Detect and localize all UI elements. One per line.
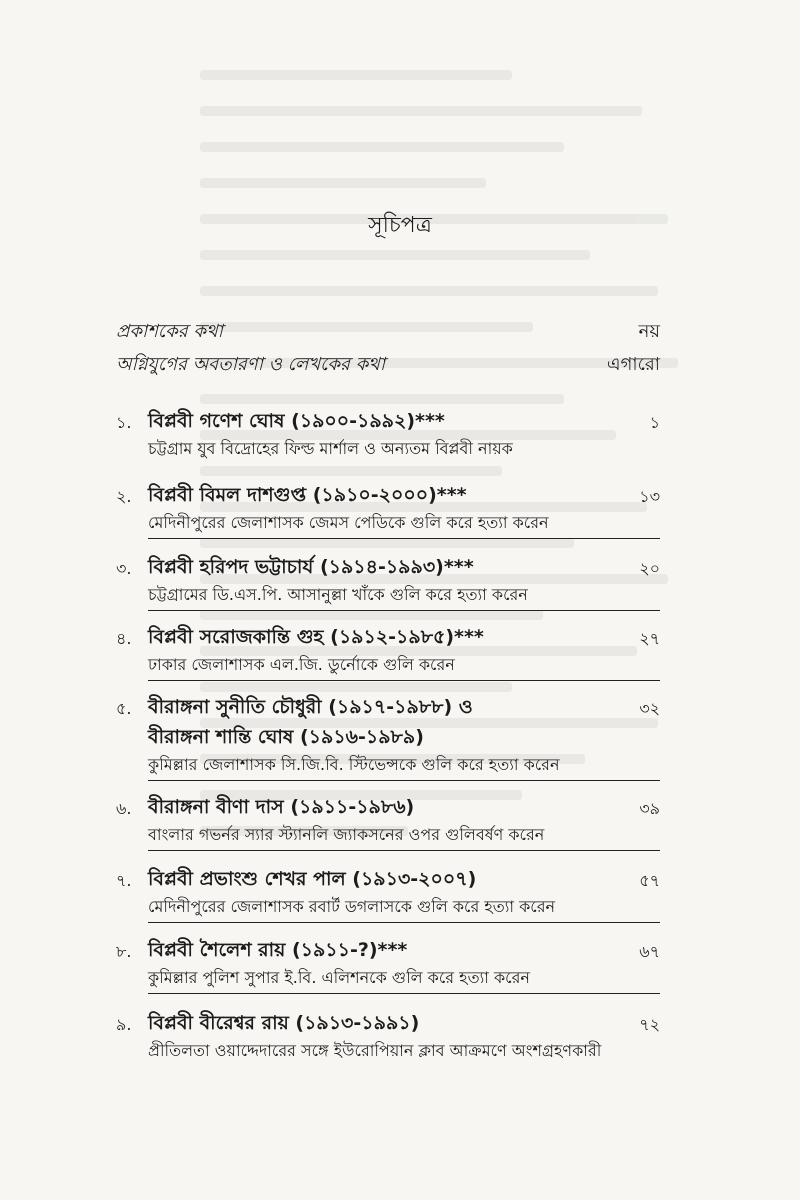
toc-entry [116,552,660,611]
toc-entry [116,622,660,681]
entry-page: ৫৭ [639,871,660,890]
entry-number: ১. [116,413,132,432]
entry-page: ৬৭ [639,942,660,961]
entry-description: মেদিনীপুরের জেলাশাসক জেমস পেডিকে গুলি করে হত্যা করেন [148,513,549,532]
entry-page: ৩৯ [639,799,660,818]
intro-page: নয় [638,321,660,342]
entry-number: ২. [116,487,132,506]
entry-page: ১৩ [639,487,660,506]
toc-entry [116,692,660,781]
entry-page: ২০ [639,559,660,578]
entry-page: ৩২ [639,699,660,718]
entry-page: ৭২ [639,1015,660,1034]
entry-number: ৯. [116,1015,132,1034]
entry-number: ৫. [116,699,132,718]
entry-number: ৪. [116,629,132,648]
intro-label: অগ্নিযুগের অবতারণা ও লেখকের কথা [116,354,386,375]
entry-heading: বীরাঙ্গনা বীণা দাস (১৯১১-১৯৮৬) [148,796,415,818]
toc-entry [116,406,660,462]
entry-description: চট্টগ্রাম যুব বিদ্রোহের ফিল্ড মার্শাল ও অন্যতম বিপ্লবী নায়ক [148,439,513,458]
entry-description: কুমিল্লার জেলাশাসক সি.জি.বি. স্টিভেন্সকে গুলি করে হত্যা করেন [148,755,560,774]
entry-divider [148,922,660,923]
intro-item-author [116,350,660,381]
entry-divider [148,993,660,994]
entry-heading-second-line: বীরাঙ্গনা শান্তি ঘোষ (১৯১৬-১৯৮৯) [148,726,424,748]
entry-description: ঢাকার জেলাশাসক এল.জি. ডুর্নোকে গুলি করেন [148,655,455,674]
entry-page: ২৭ [639,629,660,648]
entry-heading: বিপ্লবী বিমল দাশগুপ্ত (১৯১০-২০০০)*** [148,484,467,506]
entry-number: ৭. [116,871,132,890]
toc-entry [116,864,660,923]
entry-description: চট্টগ্রামের ডি.এস.পি. আসানুল্লা খাঁকে গুলি করে হত্যা করেন [148,585,528,604]
entry-description: প্রীতিলতা ওয়াদ্দেদারের সঙ্গে ইউরোপিয়ান ক্লাব আক্রমণে অংশগ্রহণকারী [148,1041,602,1060]
intro-page: এগারো [606,354,660,375]
entry-heading: বীরাঙ্গনা সুনীতি চৌধুরী (১৯১৭-১৯৮৮) ও [148,696,473,718]
entry-divider [148,850,660,851]
entry-number: ৬. [116,799,132,818]
entry-divider [148,538,660,539]
entry-divider [148,680,660,681]
entry-description: মেদিনীপুরের জেলাশাসক রবার্ট ডগলাসকে গুলি করে হত্যা করেন [148,897,556,916]
entry-heading: বিপ্লবী প্রভাংশু শেখর পাল (১৯১৩-২০০৭) [148,868,477,890]
entry-description: কুমিল্লার পুলিশ সুপার ই.বি. এলিশনকে গুলি করে হত্যা করেন [148,968,530,987]
entry-heading: বিপ্লবী সরোজকান্তি গুহ (১৯১২-১৯৮৫)*** [148,626,484,648]
intro-item-publisher [116,317,660,348]
entry-number: ৮. [116,942,132,961]
entry-heading: বিপ্লবী বীরেশ্বর রায় (১৯১৩-১৯৯১) [148,1012,420,1034]
toc-entry [116,1008,660,1064]
entry-number: ৩. [116,559,132,578]
page-title: সূচিপত্র [368,213,432,238]
toc-entry [116,792,660,851]
entry-heading: বিপ্লবী শৈলেশ রায় (১৯১১-?)*** [148,939,408,961]
entry-description: বাংলার গভর্নর স্যার স্ট্যানলি জ্যাকসনের ওপর গুলিবর্ষণ করেন [148,825,545,844]
entry-heading: বিপ্লবী গণেশ ঘোষ (১৯০০-১৯৯২)*** [148,410,445,432]
entry-divider [148,610,660,611]
entry-divider [148,780,660,781]
intro-label: প্রকাশকের কথা [116,321,223,342]
entry-heading: বিপ্লবী হরিপদ ভট্টাচার্য (১৯১৪-১৯৯৩)*** [148,556,474,578]
toc-entry [116,480,660,539]
toc-entry [116,935,660,994]
entry-page: ১ [649,413,660,432]
